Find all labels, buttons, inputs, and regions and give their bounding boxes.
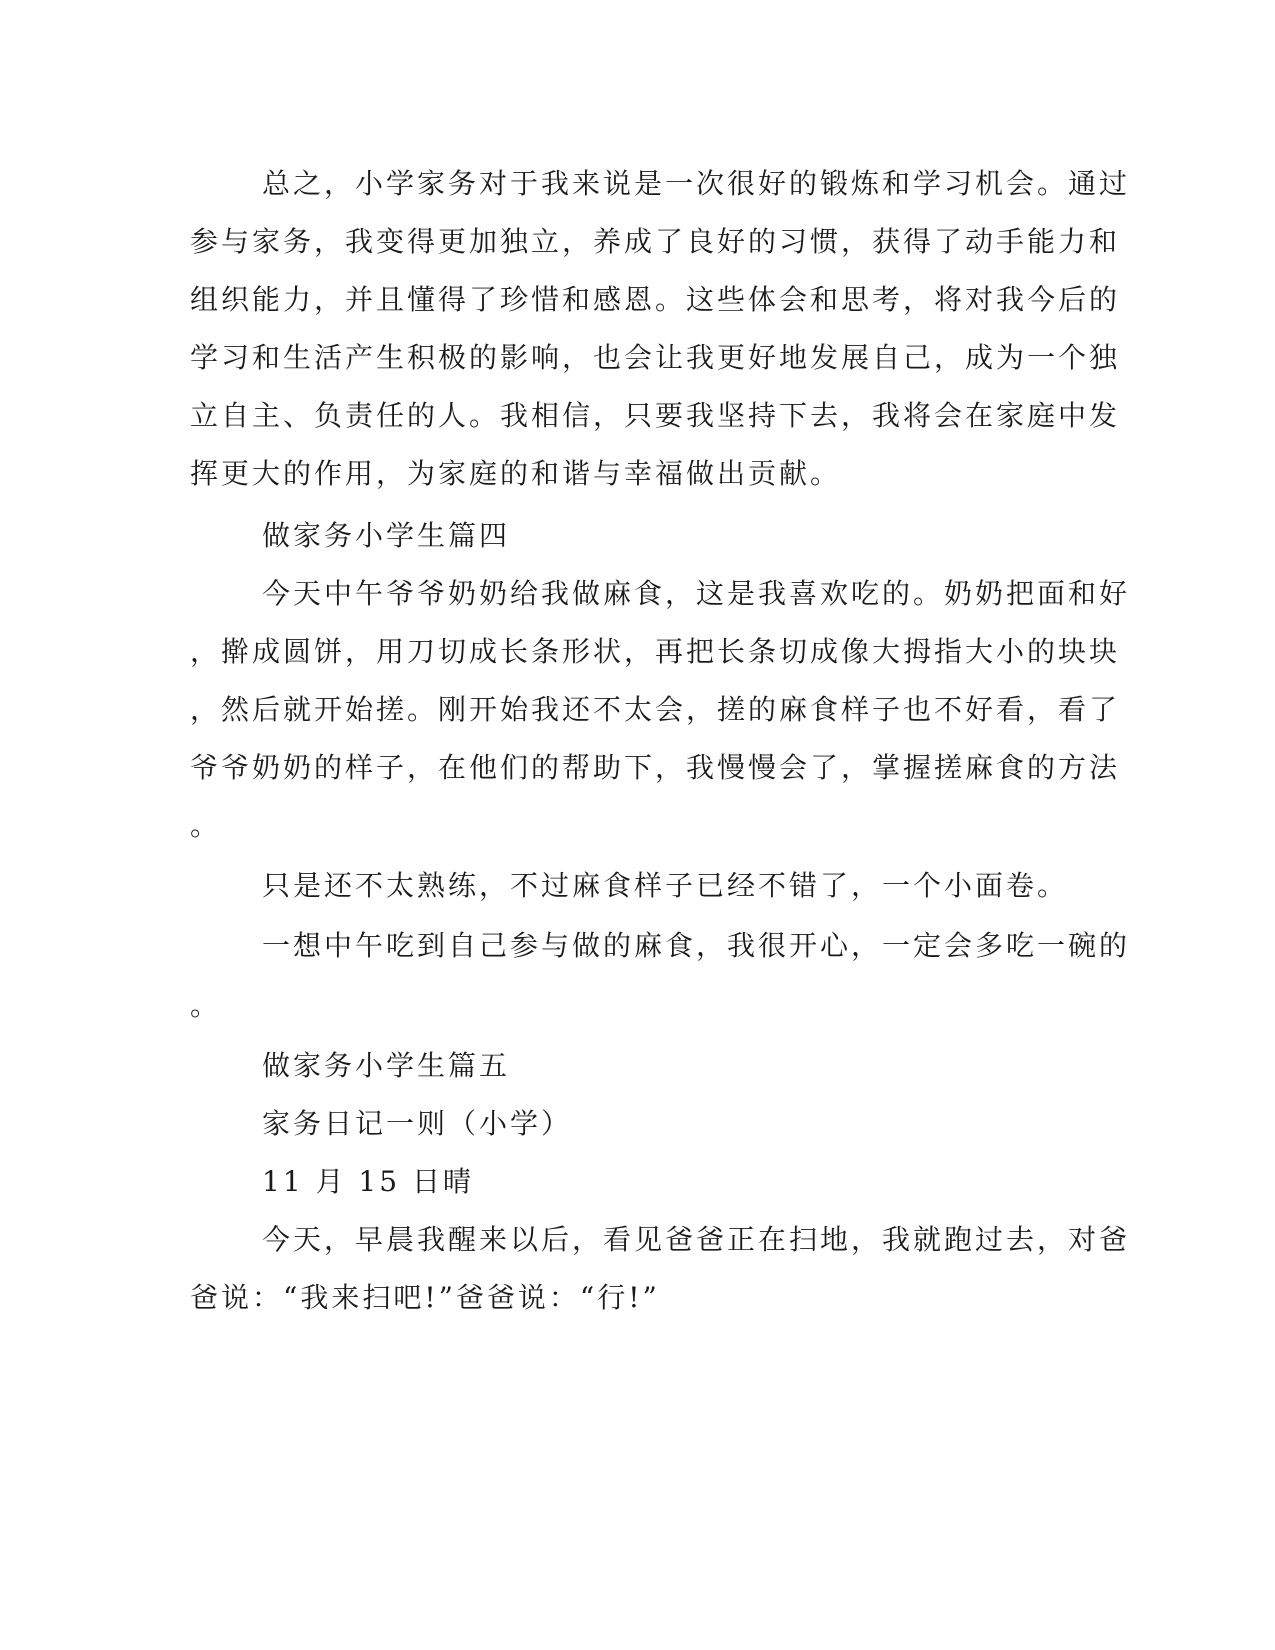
paragraph-line: 参与家务，我变得更加独立，养成了良好的习惯，获得了动手能力和 (190, 225, 1121, 258)
paragraph-line: 爷爷奶奶的样子，在他们的帮助下，我慢慢会了，掌握搓麻食的方法 (190, 751, 1121, 784)
paragraph-line: 总之，小学家务对于我来说是一次很好的锻炼和学习机会。通过 (262, 167, 1131, 200)
diary-title: 家务日记一则（小学） (262, 1107, 573, 1140)
paragraph-line: 学习和生活产生积极的影响，也会让我更好地发展自己，成为一个独 (190, 341, 1121, 374)
diary-date: 11 月 15 日晴 (262, 1165, 474, 1198)
paragraph-line: 。 (190, 989, 222, 1022)
paragraph-line: 。 (190, 809, 222, 842)
section-heading: 做家务小学生篇四 (262, 519, 511, 552)
paragraph-line: ，擀成圆饼，用刀切成长条形状，再把长条切成像大拇指大小的块块 (190, 635, 1121, 668)
paragraph-line: 今天，早晨我醒来以后，看见爸爸正在扫地，我就跑过去，对爸 (262, 1223, 1131, 1256)
paragraph-line: 爸说：“我来扫吧!”爸爸说：“行!” (190, 1281, 660, 1314)
paragraph-line: ，然后就开始搓。刚开始我还不太会，搓的麻食样子也不好看，看了 (190, 693, 1121, 726)
paragraph-line: 今天中午爷爷奶奶给我做麻食，这是我喜欢吃的。奶奶把面和好 (262, 577, 1131, 610)
paragraph-line: 立自主、负责任的人。我相信，只要我坚持下去，我将会在家庭中发 (190, 399, 1121, 432)
section-heading: 做家务小学生篇五 (262, 1049, 511, 1082)
paragraph-line: 组织能力，并且懂得了珍惜和感恩。这些体会和思考，将对我今后的 (190, 283, 1121, 316)
paragraph-line: 挥更大的作用，为家庭的和谐与幸福做出贡献。 (190, 457, 842, 490)
paragraph-line: 只是还不太熟练，不过麻食样子已经不错了，一个小面卷。 (262, 869, 1069, 902)
paragraph-line: 一想中午吃到自己参与做的麻食，我很开心，一定会多吃一碗的 (262, 929, 1131, 962)
